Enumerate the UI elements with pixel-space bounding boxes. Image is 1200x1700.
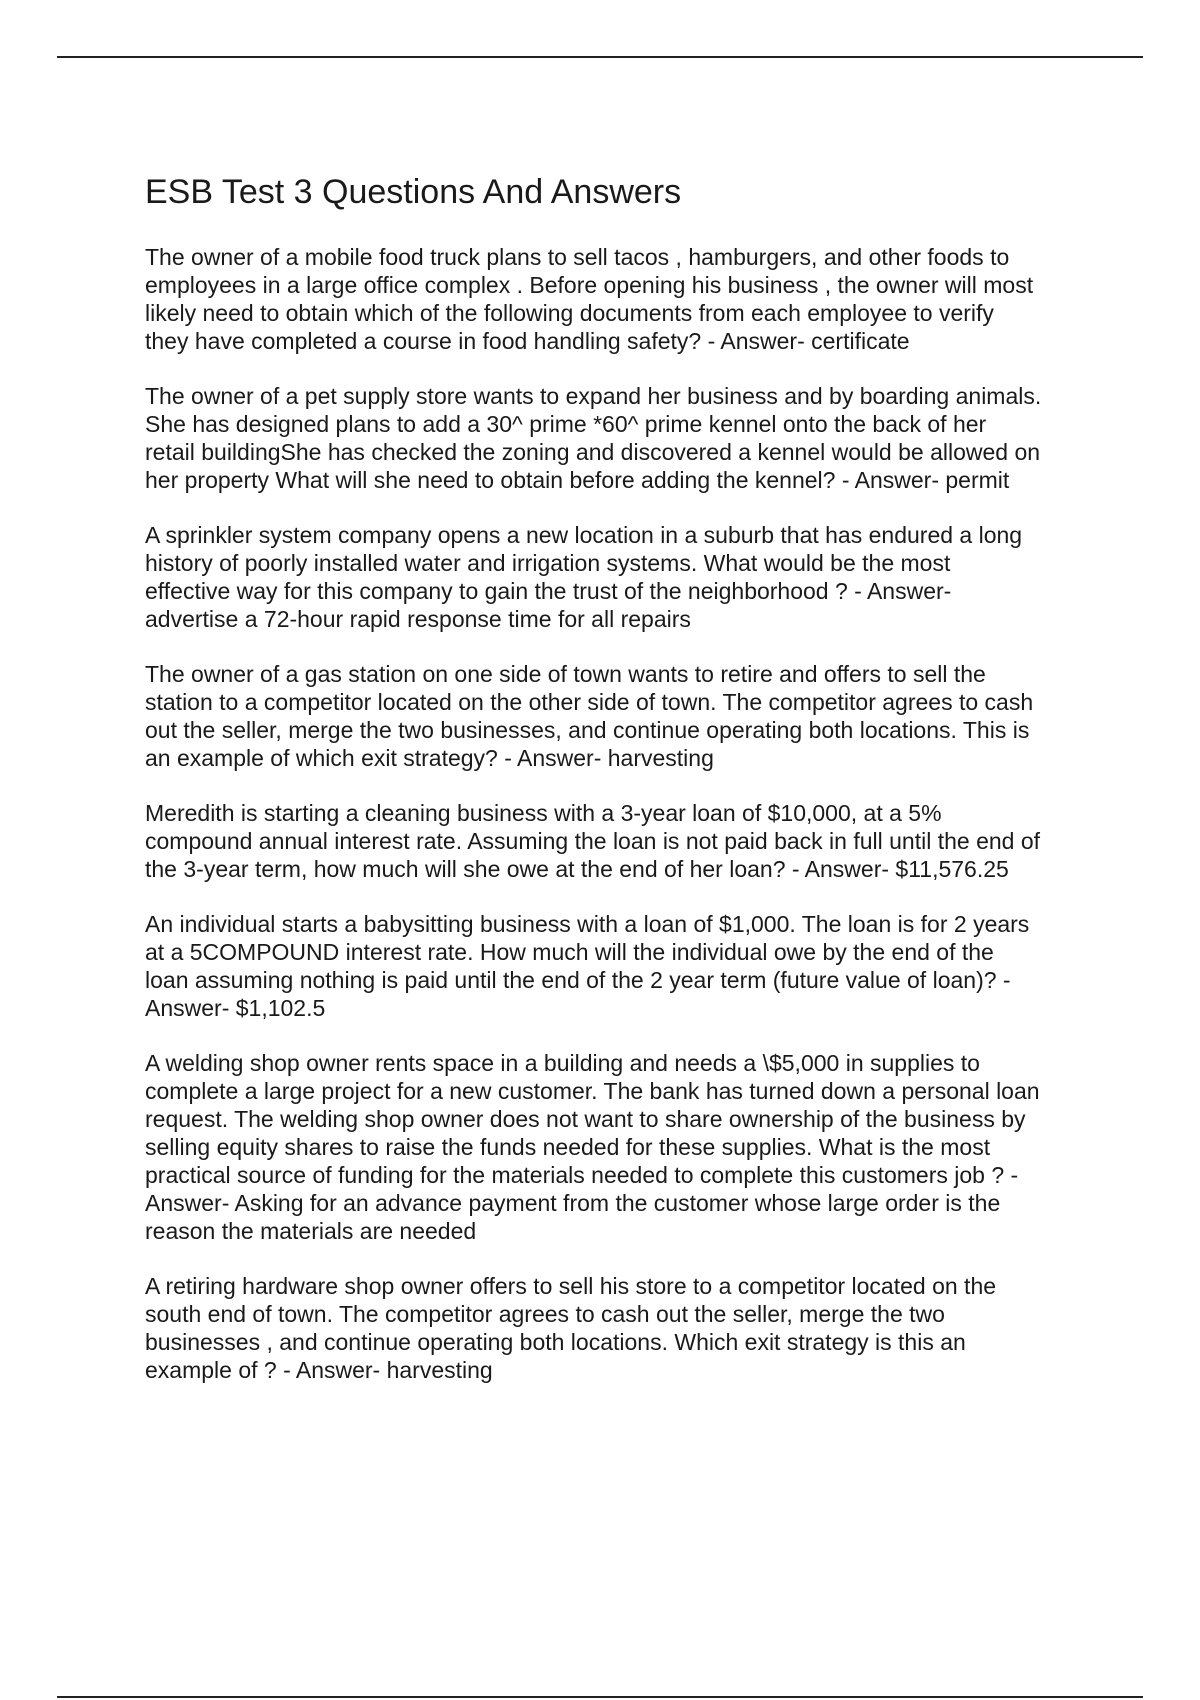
page-title: ESB Test 3 Questions And Answers	[145, 173, 682, 211]
top-rule	[57, 56, 1143, 58]
qa-item: The owner of a gas station on one side of town wants to retire and offers to sell the station to a competitor located on the other side of town. The competitor agrees to cash out the seller, merge the two businesses, and continue operating both locations. This is an example of which exit strategy? - Answer- harvesting	[145, 660, 1034, 771]
qa-item: The owner of a mobile food truck plans to sell tacos , hamburgers, and other foods to employees in a large office complex . Before opening his business , the owner will most likely need to obtain which of the following documents from each employee to verify they have completed a course in food handling safety? - Answer- certificate	[145, 243, 1034, 354]
qa-item: Meredith is starting a cleaning business with a 3-year loan of $10,000, at a 5% compound annual interest rate. Assuming the loan is not paid back in full until the end of the 3-year term, how much will she owe at the end of her loan? - Answer- $11,576.25	[145, 799, 1041, 882]
document-body	[145, 172, 1095, 1411]
qa-item: A welding shop owner rents space in a building and needs a \$5,000 in supplies to complete a large project for a new customer. The bank has turned down a personal loan request. The welding shop owner does not want to share ownership of the business by selling equity shares to raise the funds needed for these supplies. What is the most practical source of funding for the materials needed to complete this customers job ? - Answer- Asking for an advance payment from the customer whose large order is the reason the materials are needed	[145, 1049, 1040, 1244]
qa-item: A retiring hardware shop owner offers to sell his store to a competitor located on the south end of town. The competitor agrees to cash out the seller, merge the two businesses , and continue operating both locations. Which exit strategy is this an example of ? - Answer- harvesting	[145, 1272, 997, 1383]
bottom-rule	[57, 1696, 1143, 1698]
qa-item: A sprinkler system company opens a new location in a suburb that has endured a long history of poorly installed water and irrigation systems. What would be the most effective way for this company to gain the trust of the neighborhood ? - Answer- advertise a 72-hour rapid response time for all repairs	[145, 521, 1023, 632]
qa-item: An individual starts a babysitting business with a loan of $1,000. The loan is for 2 years at a 5COMPOUND interest rate. How much will the individual owe by the end of the loan assuming nothing is paid until the end of the 2 year term (future value of loan)? - Answer- $1,102.5	[145, 910, 1030, 1021]
qa-item: The owner of a pet supply store wants to expand her business and by boarding animals. She has designed plans to add a 30^ prime *60^ prime kennel onto the back of her retail buildingShe has checked the zoning and discovered a kennel would be allowed on her property What will she need to obtain before adding the kennel? - Answer- permit	[145, 382, 1042, 493]
